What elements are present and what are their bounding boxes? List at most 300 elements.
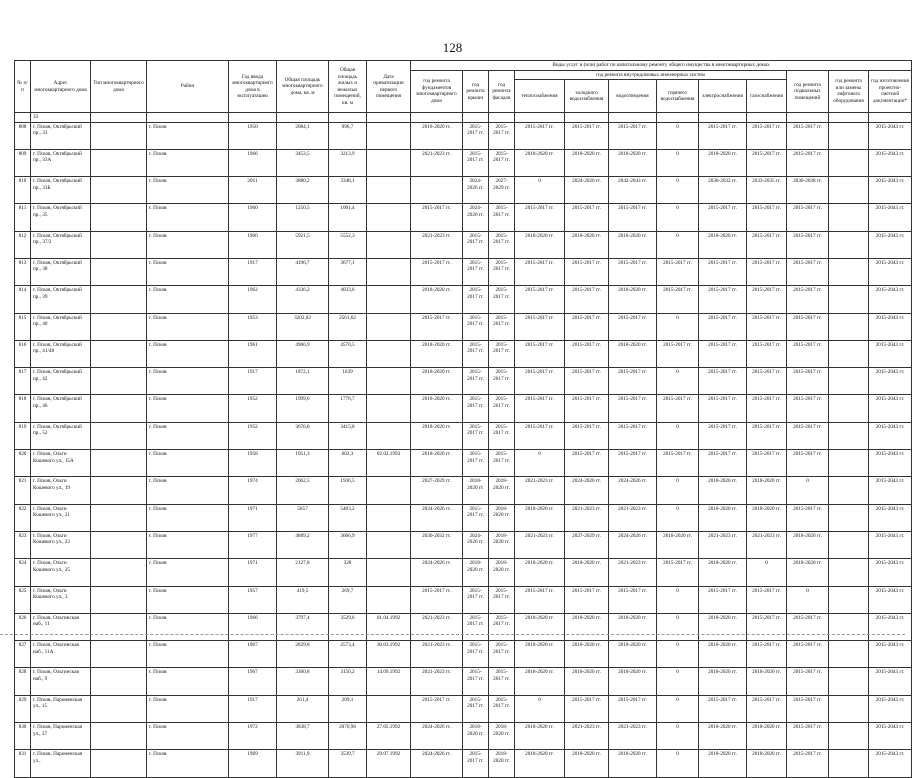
page-number: 128 — [442, 40, 463, 55]
row-privatization — [367, 368, 411, 395]
header-district: Район — [147, 61, 229, 113]
row-sewer: 2018-2020 гг. — [609, 286, 657, 313]
row-facade: 2015-2017 гг. — [489, 149, 515, 176]
row-basement: 2015-2017 гг. — [787, 368, 829, 395]
row-district: г. Псков — [147, 368, 229, 395]
row-foundation: 2018-2020 гг. — [411, 395, 463, 422]
row-basement: 2015-2017 гг. — [787, 613, 829, 640]
row-gas: 2015-2017 гг. — [747, 231, 787, 258]
row-district: г. Псков — [147, 450, 229, 477]
row-cold-water: 2015-2017 гг. — [565, 695, 609, 722]
row-roof: 2015-2017 гг. — [463, 586, 489, 613]
row-district: г. Псков — [147, 204, 229, 231]
row-foundation: 2030-2032 гг. — [411, 531, 463, 558]
row-type — [91, 559, 147, 586]
row-number: 826 — [15, 613, 31, 640]
row-roof: 2015-2017 гг. — [463, 750, 489, 777]
row-sewer: 2015-2017 гг. — [609, 422, 657, 449]
row-facade: 2015-2017 гг. — [489, 613, 515, 640]
row-district: г. Псков — [147, 422, 229, 449]
row-docs: 2015-2043 гг. — [869, 450, 912, 477]
row-cold-water: 2015-2017 гг. — [565, 395, 609, 422]
row-cold-water: 2018-2020 гг. — [565, 750, 609, 777]
row-living-area: 269,7 — [329, 586, 367, 613]
row-roof: 2015-2017 гг. — [463, 395, 489, 422]
header-no: № п/п — [15, 61, 31, 113]
row-foundation: 2018-2020 гг. — [411, 368, 463, 395]
row-district: г. Псков — [147, 531, 229, 558]
row-living-area: 602,3 — [329, 450, 367, 477]
row-foundation — [411, 177, 463, 204]
row-living-area: 2070,96 — [329, 723, 367, 750]
row-district: г. Псков — [147, 559, 229, 586]
row-basement: 2015-2017 гг. — [787, 641, 829, 668]
row-gas: 2015-2017 гг. — [747, 450, 787, 477]
row-sewer: 2015-2017 гг. — [609, 586, 657, 613]
row-type — [91, 477, 147, 504]
row-elevator — [829, 204, 869, 231]
row-elevator — [829, 477, 869, 504]
row-gas: 2015-2017 гг. — [747, 368, 787, 395]
row-heating: 2015-2017 гг. — [515, 204, 565, 231]
header-gas: газоснабжения — [747, 80, 787, 113]
row-district: г. Псков — [147, 258, 229, 285]
row-year-built: 1950 — [229, 122, 277, 149]
row-basement: 0 — [787, 586, 829, 613]
row-district: г. Псков — [147, 723, 229, 750]
row-facade: 2015-2017 гг. — [489, 204, 515, 231]
row-year-built: 1958 — [229, 450, 277, 477]
row-type — [91, 613, 147, 640]
table-row — [15, 586, 912, 613]
table-row — [15, 668, 912, 695]
header-heating: теплоснабжения — [515, 80, 565, 113]
row-docs: 2015-2043 гг. — [869, 531, 912, 558]
table-row — [15, 531, 912, 558]
row-district: г. Псков — [147, 641, 229, 668]
row-elevator — [829, 231, 869, 258]
row-elevator — [829, 368, 869, 395]
row-privatization — [367, 586, 411, 613]
row-roof: 2018-2020 гг. — [463, 723, 489, 750]
row-living-area: 1639 — [329, 368, 367, 395]
row-gas: 2015-2017 гг. — [747, 586, 787, 613]
row-sewer: 2018-2020 гг. — [609, 750, 657, 777]
table-row — [15, 258, 912, 285]
row-roof: 2015-2017 гг. — [463, 313, 489, 340]
row-electric: 2018-2020 гг. — [699, 750, 747, 777]
row-facade: 2018-2020 гг. — [489, 559, 515, 586]
row-district: г. Псков — [147, 231, 229, 258]
row-gas: 2015-2017 гг. — [747, 286, 787, 313]
row-foundation: 2024-2026 гг. — [411, 723, 463, 750]
row-address: г. Псков, Ольги Кошевого ул., 3 — [31, 586, 91, 613]
table-row — [15, 395, 912, 422]
row-hot-water: 0 — [657, 313, 699, 340]
row-hot-water: 0 — [657, 586, 699, 613]
row-type — [91, 750, 147, 777]
table-row — [15, 177, 912, 204]
row-electric: 2018-2020 гг. — [699, 149, 747, 176]
row-living-area: 5403,2 — [329, 504, 367, 531]
row-type — [91, 231, 147, 258]
row-number: 819 — [15, 422, 31, 449]
row-number: 822 — [15, 504, 31, 531]
row-address: г. Псков, Пароменская ул., — [31, 750, 91, 777]
row-docs: 2015-2043 гг. — [869, 613, 912, 640]
header-sewer: водоотведения — [609, 80, 657, 113]
row-address: г. Псков, Пароменская ул., 15 — [31, 695, 91, 722]
row-heating: 2018-2020 гг. — [515, 750, 565, 777]
table-row — [15, 750, 912, 777]
row-basement: 2015-2017 гг. — [787, 504, 829, 531]
row-heating: 0 — [515, 450, 565, 477]
table-row — [15, 450, 912, 477]
carry-over-row — [15, 113, 912, 123]
row-type — [91, 122, 147, 149]
row-elevator — [829, 450, 869, 477]
row-docs: 2015-2043 гг. — [869, 641, 912, 668]
row-living-area: 2573,4 — [329, 641, 367, 668]
row-electric: 2015-2017 гг. — [699, 122, 747, 149]
row-docs: 2015-2043 гг. — [869, 122, 912, 149]
row-privatization — [367, 204, 411, 231]
row-cold-water: 2015-2017 гг. — [565, 450, 609, 477]
row-hot-water: 2018-2020 гг. — [657, 531, 699, 558]
table-row — [15, 559, 912, 586]
row-roof: 2015-2017 гг. — [463, 149, 489, 176]
row-privatization: 30.03.1992 — [367, 641, 411, 668]
row-total-area: 4889,2 — [277, 531, 329, 558]
row-type — [91, 668, 147, 695]
row-gas: 2018-2020 гг. — [747, 504, 787, 531]
row-electric: 2015-2017 гг. — [699, 395, 747, 422]
row-facade: 2015-2017 гг. — [489, 286, 515, 313]
table-row — [15, 422, 912, 449]
row-privatization — [367, 258, 411, 285]
row-total-area: 3880,2 — [277, 177, 329, 204]
row-elevator — [829, 258, 869, 285]
row-district: г. Псков — [147, 340, 229, 367]
row-hot-water: 0 — [657, 177, 699, 204]
row-heating: 2018-2020 гг. — [515, 231, 565, 258]
row-number: 827 — [15, 641, 31, 668]
table-row — [15, 122, 912, 149]
row-year-built: 1952 — [229, 395, 277, 422]
row-electric: 2018-2020 гг. — [699, 723, 747, 750]
row-elevator — [829, 750, 869, 777]
row-year-built: 1960 — [229, 204, 277, 231]
row-number: 811 — [15, 204, 31, 231]
row-cold-water: 2015-2017 гг. — [565, 368, 609, 395]
row-address: г. Псков, Октябрьский пр., 39 — [31, 286, 91, 313]
row-gas: 2015-2017 гг. — [747, 422, 787, 449]
row-address: г. Псков, Октябрьский пр., 37/2 — [31, 231, 91, 258]
row-cold-water: 2018-2020 гг. — [565, 559, 609, 586]
row-sewer: 2021-2023 гг. — [609, 504, 657, 531]
row-basement: 2015-2017 гг. — [787, 149, 829, 176]
capital-repair-table — [14, 60, 912, 778]
row-electric: 2015-2017 гг. — [699, 340, 747, 367]
row-electric: 2018-2020 гг. — [699, 477, 747, 504]
row-address: г. Псков, Октябрьский пр., 33Б — [31, 177, 91, 204]
table-row — [15, 149, 912, 176]
row-type — [91, 641, 147, 668]
header-hot-water: горячего водоснабжения — [657, 80, 699, 113]
row-year-built: 1917 — [229, 695, 277, 722]
row-number: 817 — [15, 368, 31, 395]
header-basement: год ремонта подвальных помещений — [787, 70, 829, 113]
row-total-area: 2084,1 — [277, 122, 329, 149]
row-total-area: 261,4 — [277, 695, 329, 722]
row-year-built: 1952 — [229, 422, 277, 449]
row-privatization — [367, 149, 411, 176]
row-foundation: 2027-2029 гг. — [411, 477, 463, 504]
row-sewer: 2042-2043 гг. — [609, 177, 657, 204]
row-type — [91, 504, 147, 531]
row-elevator — [829, 723, 869, 750]
row-number: 830 — [15, 723, 31, 750]
row-gas: 2015-2017 гг. — [747, 641, 787, 668]
row-year-built: 1961 — [229, 340, 277, 367]
row-sewer: 2015-2017 гг. — [609, 313, 657, 340]
row-foundation: 2018-2020 гг. — [411, 286, 463, 313]
row-total-area: 3202,02 — [277, 313, 329, 340]
row-district: г. Псков — [147, 313, 229, 340]
row-hot-water: 0 — [657, 368, 699, 395]
row-electric: 2018-2020 гг. — [699, 559, 747, 586]
row-total-area: 1999,6 — [277, 395, 329, 422]
row-living-area: 3666,9 — [329, 531, 367, 558]
row-docs: 2015-2043 гг. — [869, 149, 912, 176]
row-basement: 2015-2017 гг. — [787, 258, 829, 285]
row-hot-water: 2015-2017 гг. — [657, 450, 699, 477]
row-basement: 2015-2017 гг. — [787, 668, 829, 695]
row-number: 831 — [15, 750, 31, 777]
row-electric: 2015-2017 гг. — [699, 586, 747, 613]
row-number: 812 — [15, 231, 31, 258]
row-hot-water: 0 — [657, 750, 699, 777]
row-heating: 2021-2023 гг. — [515, 477, 565, 504]
row-sewer: 2015-2017 гг. — [609, 258, 657, 285]
row-basement: 2015-2017 гг. — [787, 286, 829, 313]
row-cold-water: 2021-2023 гг. — [565, 504, 609, 531]
row-cold-water: 2018-2020 гг. — [565, 641, 609, 668]
row-elevator — [829, 177, 869, 204]
row-living-area: 328 — [329, 559, 367, 586]
row-foundation: 2024-2026 гг. — [411, 504, 463, 531]
row-address: г. Псков, Ольги Кошевого ул., 23 — [31, 531, 91, 558]
row-total-area: 2839,8 — [277, 641, 329, 668]
row-type — [91, 149, 147, 176]
row-electric: 2015-2017 гг. — [699, 695, 747, 722]
row-year-built: 1967 — [229, 641, 277, 668]
row-number: 815 — [15, 313, 31, 340]
row-total-area: 4966,9 — [277, 340, 329, 367]
row-elevator — [829, 641, 869, 668]
row-facade: 2018-2020 гг. — [489, 750, 515, 777]
row-district: г. Псков — [147, 695, 229, 722]
row-foundation: 2018-2020 гг. — [411, 422, 463, 449]
row-docs: 2015-2043 гг. — [869, 477, 912, 504]
row-heating: 2018-2020 гг. — [515, 668, 565, 695]
row-electric: 2015-2017 гг. — [699, 286, 747, 313]
row-foundation: 2021-2023 гг. — [411, 668, 463, 695]
row-electric: 2015-2017 гг. — [699, 313, 747, 340]
row-sewer: 2021-2023 гг. — [609, 559, 657, 586]
row-privatization — [367, 395, 411, 422]
row-living-area: 3213,9 — [329, 149, 367, 176]
row-elevator — [829, 286, 869, 313]
row-elevator — [829, 313, 869, 340]
row-hot-water: 2015-2017 гг. — [657, 258, 699, 285]
row-privatization — [367, 177, 411, 204]
row-living-area: 5552,3 — [329, 231, 367, 258]
row-heating: 2015-2017 гг. — [515, 422, 565, 449]
row-year-built: 1971 — [229, 504, 277, 531]
row-docs: 2015-2043 гг. — [869, 504, 912, 531]
row-sewer: 2018-2020 гг. — [609, 149, 657, 176]
row-living-area: 4033,6 — [329, 286, 367, 313]
row-heating: 2018-2020 гг. — [515, 149, 565, 176]
row-docs: 2015-2043 гг. — [869, 695, 912, 722]
header-type: Тип многоквартирного дома — [91, 61, 147, 113]
row-cold-water: 2015-2017 гг. — [565, 122, 609, 149]
row-heating: 2015-2017 гг. — [515, 122, 565, 149]
row-total-area: 3360,8 — [277, 668, 329, 695]
row-docs: 2015-2043 гг. — [869, 422, 912, 449]
page-bottom-rule — [0, 634, 905, 636]
row-electric: 2018-2020 гг. — [699, 613, 747, 640]
row-living-area: 3150,2 — [329, 668, 367, 695]
row-total-area: 4196,7 — [277, 258, 329, 285]
row-facade: 2027-2029 гг. — [489, 177, 515, 204]
row-year-built: 1971 — [229, 559, 277, 586]
row-hot-water: 0 — [657, 477, 699, 504]
row-docs: 2015-2043 гг. — [869, 395, 912, 422]
row-address: г. Псков, Октябрьский пр., 38 — [31, 258, 91, 285]
row-address: г. Псков, Ольги Кошевого ул., 21 — [31, 504, 91, 531]
row-heating: 2018-2020 гг. — [515, 723, 565, 750]
row-roof: 2015-2017 гг. — [463, 122, 489, 149]
row-docs: 2015-2043 гг. — [869, 231, 912, 258]
row-foundation: 2015-2017 гг. — [411, 258, 463, 285]
row-roof: 2015-2017 гг. — [463, 668, 489, 695]
row-electric: 2015-2017 гг. — [699, 368, 747, 395]
row-gas: 2015-2017 гг. — [747, 258, 787, 285]
row-heating: 2015-2017 гг. — [515, 313, 565, 340]
row-gas: 2018-2020 гг. — [747, 723, 787, 750]
header-works-group: Виды услуг и (или) работ по капитальному ремонту общего имущества в многоквартирных домах — [411, 61, 912, 71]
row-sewer: 2015-2017 гг. — [609, 122, 657, 149]
row-foundation: 2015-2017 гг. — [411, 313, 463, 340]
row-cold-water: 2015-2017 гг. — [565, 586, 609, 613]
row-sewer: 2015-2017 гг. — [609, 695, 657, 722]
row-year-built: 1977 — [229, 531, 277, 558]
row-electric: 2021-2023 гг. — [699, 531, 747, 558]
row-docs: 2015-2043 гг. — [869, 340, 912, 367]
row-basement: 2018-2020 гг. — [787, 531, 829, 558]
row-gas: 2015-2017 гг. — [747, 613, 787, 640]
row-living-area: 209,1 — [329, 695, 367, 722]
row-number: 808 — [15, 122, 31, 149]
row-cold-water: 2015-2017 гг. — [565, 422, 609, 449]
row-sewer: 2015-2017 гг. — [609, 450, 657, 477]
row-elevator — [829, 695, 869, 722]
capital-repair-table-container — [14, 60, 909, 778]
row-electric: 2015-2017 гг. — [699, 258, 747, 285]
row-heating: 2015-2017 гг. — [515, 258, 565, 285]
table-row — [15, 723, 912, 750]
row-living-area: 3348,1 — [329, 177, 367, 204]
table-row — [15, 286, 912, 313]
row-sewer: 2018-2020 гг. — [609, 668, 657, 695]
row-address: г. Псков, Октябрьский пр., 33 — [31, 122, 91, 149]
row-total-area: 5657 — [277, 504, 329, 531]
row-total-area: 5921,5 — [277, 231, 329, 258]
row-basement: 2015-2017 гг. — [787, 313, 829, 340]
row-type — [91, 340, 147, 367]
row-year-built: 1917 — [229, 368, 277, 395]
row-gas: 2015-2017 гг. — [747, 204, 787, 231]
row-basement: 2015-2017 гг. — [787, 340, 829, 367]
row-foundation: 2015-2017 гг. — [411, 586, 463, 613]
row-address: г. Псков, Ольгинская наб., 11 — [31, 613, 91, 640]
row-foundation: 2021-2023 гг. — [411, 149, 463, 176]
row-heating: 0 — [515, 695, 565, 722]
row-hot-water: 2015-2017 гг. — [657, 395, 699, 422]
row-address: г. Псков, Пароменская ул., 37 — [31, 723, 91, 750]
row-roof: 2015-2017 гг. — [463, 258, 489, 285]
row-hot-water: 0 — [657, 668, 699, 695]
row-roof: 2024-2026 гг. — [463, 531, 489, 558]
row-roof: 2015-2017 гг. — [463, 422, 489, 449]
row-number: 809 — [15, 149, 31, 176]
row-address: г. Псков, Ольги Кошевого ул., 15А — [31, 450, 91, 477]
row-facade: 2015-2017 гг. — [489, 340, 515, 367]
row-docs: 2015-2043 гг. — [869, 750, 912, 777]
row-district: г. Псков — [147, 668, 229, 695]
row-living-area: 1936,5 — [329, 477, 367, 504]
row-hot-water: 0 — [657, 149, 699, 176]
row-gas: 2015-2017 гг. — [747, 395, 787, 422]
row-privatization: 02.02.1993 — [367, 450, 411, 477]
row-cold-water: 2027-2029 гг. — [565, 531, 609, 558]
row-privatization — [367, 231, 411, 258]
row-hot-water: 0 — [657, 723, 699, 750]
row-living-area: 2561,62 — [329, 313, 367, 340]
row-total-area: 3838,7 — [277, 723, 329, 750]
row-gas: 2018-2020 гг. — [747, 668, 787, 695]
row-cold-water: 2021-2023 гг. — [565, 723, 609, 750]
table-row — [15, 613, 912, 640]
row-privatization — [367, 531, 411, 558]
row-type — [91, 450, 147, 477]
row-year-built: 1972 — [229, 723, 277, 750]
row-roof: 2018-2020 гг. — [463, 477, 489, 504]
row-address: г. Псков, Октябрьский пр., 52 — [31, 422, 91, 449]
row-facade: 2015-2017 гг. — [489, 368, 515, 395]
row-roof: 2015-2017 гг. — [463, 504, 489, 531]
row-elevator — [829, 122, 869, 149]
row-total-area: 419,5 — [277, 586, 329, 613]
row-total-area: 1051,3 — [277, 450, 329, 477]
header-total-area: Общая площадь многоквартирного дома, кв. м — [277, 61, 329, 113]
row-sewer: 2024-2026 гг. — [609, 477, 657, 504]
row-type — [91, 177, 147, 204]
row-basement: 2015-2017 гг. — [787, 231, 829, 258]
row-type — [91, 586, 147, 613]
